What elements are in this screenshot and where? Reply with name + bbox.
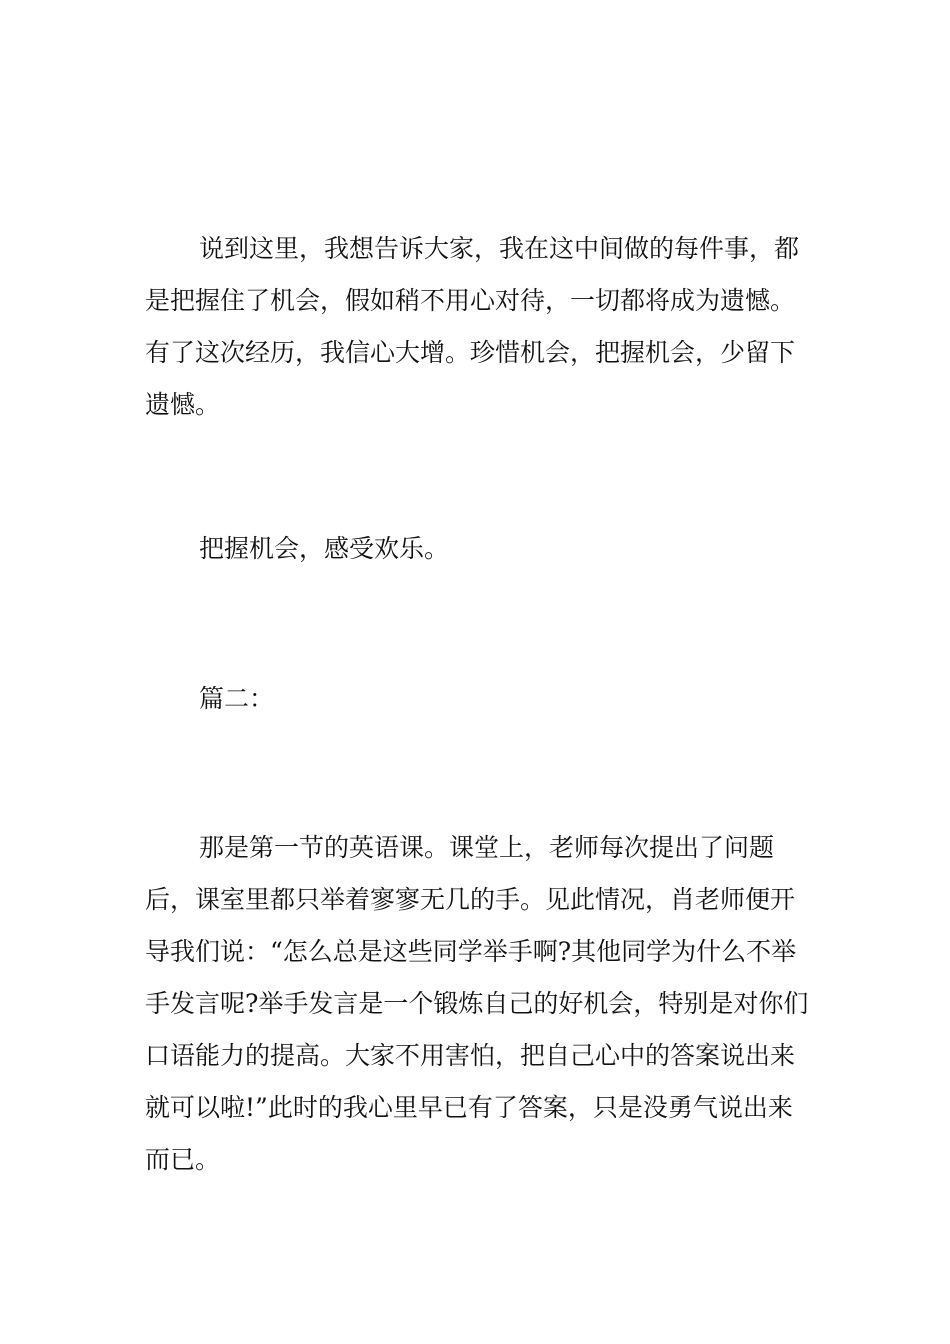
paragraph-regret: 说到这里，我想告诉大家，我在这中间做的每件事，都是把握住了机会，假如稍不用心对待，一切都将成为遗憾。有了这次经历，我信心大增。珍惜机会，把握机会，少留下遗憾。 <box>145 234 800 419</box>
section-heading: 篇二： <box>199 684 275 713</box>
paragraph-seize-chance: 把握机会，感受欢乐。 <box>199 534 450 563</box>
paragraph-english-class: 那是第一节的英语课。课堂上，老师每次提出了问题后，课室里都只举着寥寥无几的手。见此情况，肖老师便开导我们说：“怎么总是这些同学举手啊?其他同学为什么不举手发言呢?举手发言是一个锻炼自己的好机会，特别是对你们口语能力的提高。大家不用害怕，把自己心中的答案说出来就可以啦!”此时的我心里早已有了答案，只是没勇气说出来而已。 <box>145 833 809 1174</box>
